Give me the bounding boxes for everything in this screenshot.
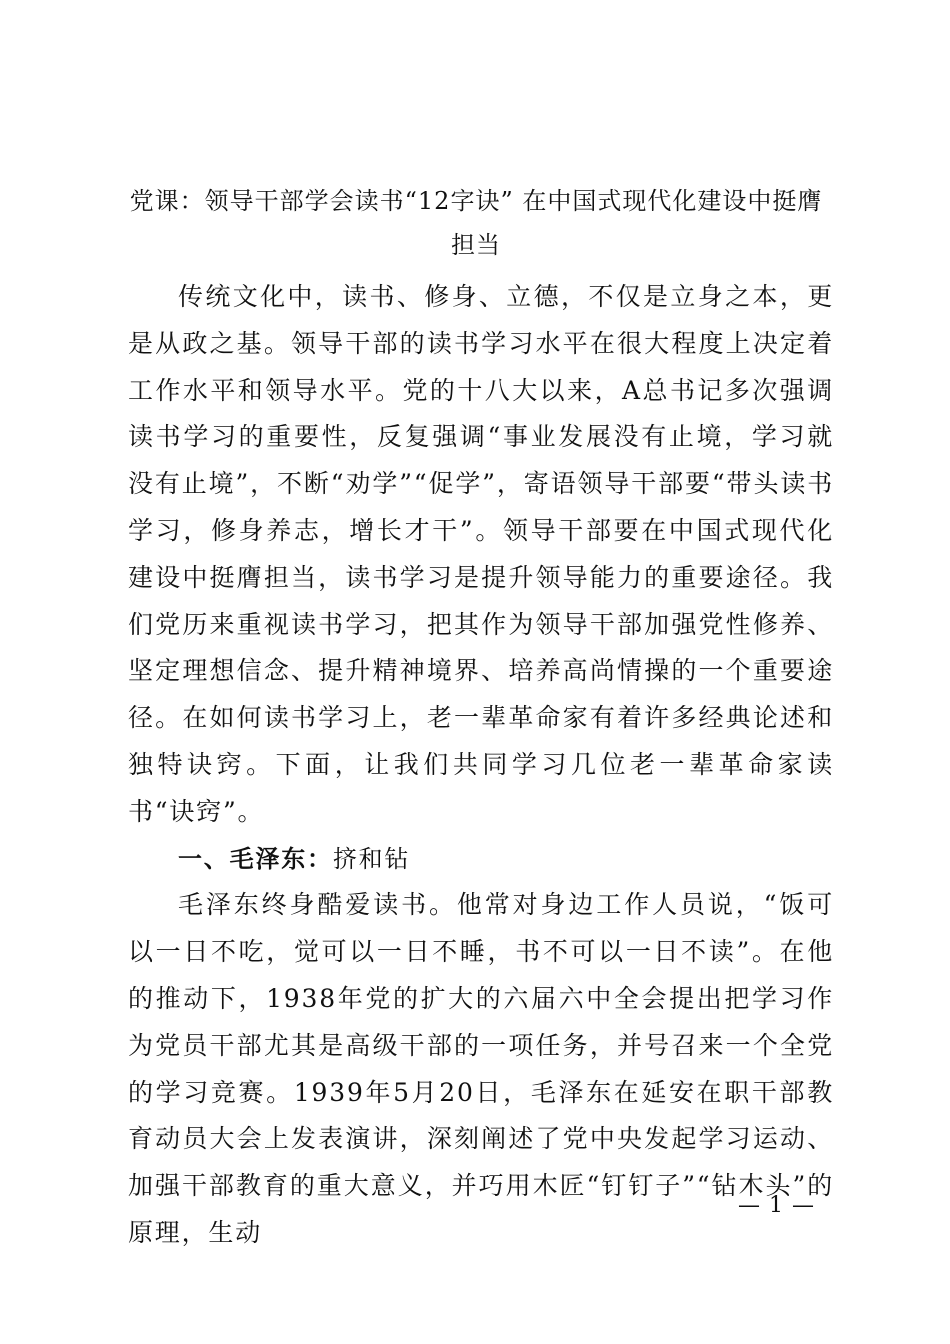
section-heading-number: 一、毛泽东： <box>178 844 333 873</box>
section-heading-text: 挤和钻 <box>332 844 411 873</box>
page-number: — 1 — <box>738 1193 815 1218</box>
section-heading <box>128 836 834 883</box>
section-paragraph: 毛泽东终身酷爱读书。他常对身边工作人员说，“饭可以一日不吃，觉可以一日不睡，书不可以一日不读”。在他的推动下，1938年党的扩大的六届六中全会提出把学习作为党员干部尤其是高级干部的一项任务，并号召来一个全党的学习竞赛。1939年5月20日，毛泽东在延安在职干部教育动员大会上发表演讲，深刻阐述了党中央发起学习运动、加强干部教育的重大意义，并巧用木匠“钉钉子”“钻木头”的原理，生动 <box>128 890 834 1247</box>
intro-paragraph: 传统文化中，读书、修身、立德，不仅是立身之本，更是从政之基。领导干部的读书学习水平在很大程度上决定着工作水平和领导水平。党的十八大以来，A总书记多次强调读书学习的重要性，反复强调“事业发展没有止境，学习就没有止境”，不断“劝学”“促学”，寄语领导干部要“带头读书学习，修身养志，增长才干”。领导干部要在中国式现代化建设中挺膺担当，读书学习是提升领导能力的重要途径。我们党历来重视读书学习，把其作为领导干部加强党性修养、坚定理想信念、提升精神境界、培养高尚情操的一个重要途径。在如何读书学习上，老一辈革命家有着许多经典论述和独特诀窍。下面，让我们共同学习几位老一辈革命家读书“诀窍”。 <box>128 282 834 826</box>
document-title: 党课：领导干部学会读书“12字诀” 在中国式现代化建设中挺膺担当 <box>129 187 823 259</box>
document-body <box>128 274 834 1257</box>
